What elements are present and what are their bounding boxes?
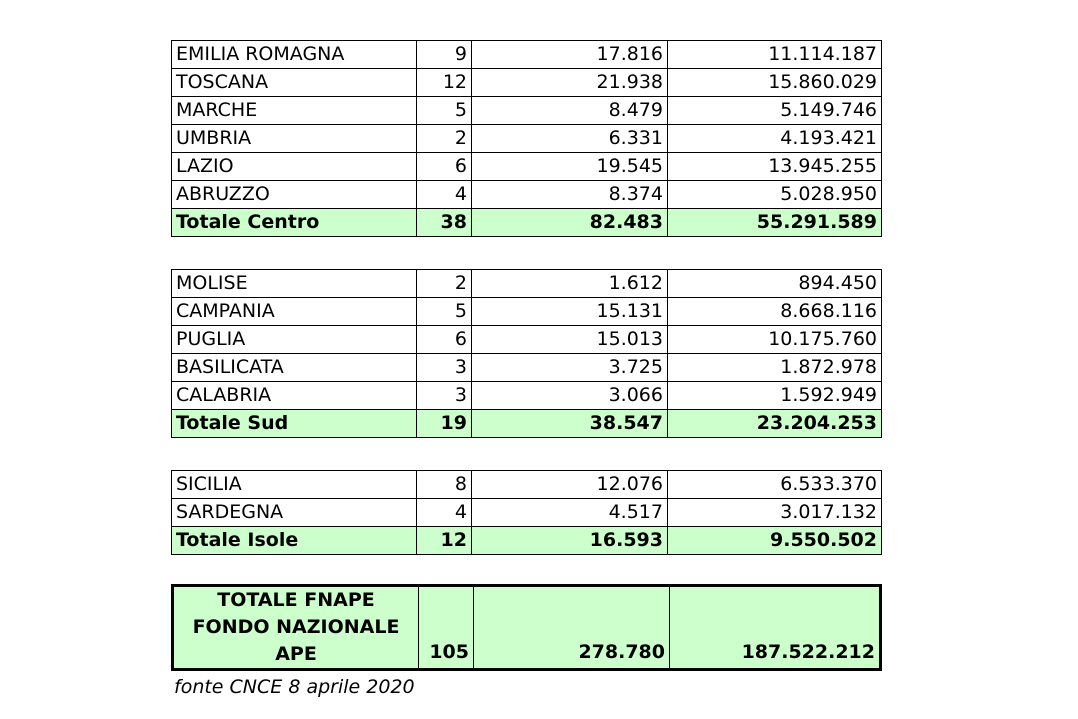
table-row bbox=[172, 181, 882, 209]
value2-cell: 55.291.589 bbox=[668, 209, 882, 237]
region-cell: UMBRIA bbox=[172, 125, 417, 153]
value2-cell: 11.114.187 bbox=[668, 41, 882, 69]
value1-cell: 3.725 bbox=[472, 354, 668, 382]
value1-cell: 4.517 bbox=[472, 499, 668, 527]
grand-total-count-cell bbox=[419, 586, 474, 670]
value1-cell: 15.131 bbox=[472, 298, 668, 326]
count-cell: 4 bbox=[417, 181, 472, 209]
value2-cell: 4.193.421 bbox=[668, 125, 882, 153]
region-cell: LAZIO bbox=[172, 153, 417, 181]
count-cell: 6 bbox=[417, 326, 472, 354]
region-cell: Totale Isole bbox=[172, 527, 417, 555]
table-row bbox=[172, 298, 882, 326]
value2-cell: 8.668.116 bbox=[668, 298, 882, 326]
value2-cell: 10.175.760 bbox=[668, 326, 882, 354]
region-cell: ABRUZZO bbox=[172, 181, 417, 209]
count-cell: 3 bbox=[417, 382, 472, 410]
grand-total-value2-cell bbox=[670, 586, 881, 670]
total-row bbox=[172, 410, 882, 438]
region-cell: CAMPANIA bbox=[172, 298, 417, 326]
value1-cell: 12.076 bbox=[472, 471, 668, 499]
source-note: fonte CNCE 8 aprile 2020 bbox=[174, 676, 415, 698]
count-cell: 6 bbox=[417, 153, 472, 181]
value2-cell: 13.945.255 bbox=[668, 153, 882, 181]
value2-cell: 5.028.950 bbox=[668, 181, 882, 209]
table-row bbox=[172, 354, 882, 382]
value1-cell: 17.816 bbox=[472, 41, 668, 69]
grand-total-row bbox=[173, 586, 881, 670]
value2-cell: 9.550.502 bbox=[668, 527, 882, 555]
value2-cell: 5.149.746 bbox=[668, 97, 882, 125]
region-cell: MARCHE bbox=[172, 97, 417, 125]
table-row bbox=[172, 471, 882, 499]
grand-total-count: 105 bbox=[429, 641, 469, 663]
region-cell: MOLISE bbox=[172, 270, 417, 298]
table-row bbox=[172, 326, 882, 354]
region-cell: SICILIA bbox=[172, 471, 417, 499]
table-centro bbox=[171, 40, 882, 237]
value1-cell: 38.547 bbox=[472, 410, 668, 438]
value1-cell: 1.612 bbox=[472, 270, 668, 298]
value2-cell: 23.204.253 bbox=[668, 410, 882, 438]
count-cell: 2 bbox=[417, 270, 472, 298]
value2-cell: 894.450 bbox=[668, 270, 882, 298]
count-cell: 8 bbox=[417, 471, 472, 499]
grand-total-label-line2: FONDO NAZIONALE APE bbox=[192, 616, 400, 665]
value1-cell: 6.331 bbox=[472, 125, 668, 153]
value2-cell: 1.592.949 bbox=[668, 382, 882, 410]
table-row bbox=[172, 153, 882, 181]
value2-cell: 3.017.132 bbox=[668, 499, 882, 527]
region-cell: PUGLIA bbox=[172, 326, 417, 354]
value1-cell: 82.483 bbox=[472, 209, 668, 237]
value2-cell: 15.860.029 bbox=[668, 69, 882, 97]
region-cell: SARDEGNA bbox=[172, 499, 417, 527]
region-cell: TOSCANA bbox=[172, 69, 417, 97]
value1-cell: 21.938 bbox=[472, 69, 668, 97]
count-cell: 2 bbox=[417, 125, 472, 153]
count-cell: 12 bbox=[417, 69, 472, 97]
region-cell: Totale Centro bbox=[172, 209, 417, 237]
table-totale-fnape bbox=[171, 584, 882, 671]
value2-cell: 1.872.978 bbox=[668, 354, 882, 382]
table-row bbox=[172, 125, 882, 153]
count-cell: 3 bbox=[417, 354, 472, 382]
value1-cell: 8.374 bbox=[472, 181, 668, 209]
count-cell: 9 bbox=[417, 41, 472, 69]
value1-cell: 8.479 bbox=[472, 97, 668, 125]
region-cell: Totale Sud bbox=[172, 410, 417, 438]
grand-total-label-line1: TOTALE FNAPE bbox=[217, 589, 375, 611]
table-row bbox=[172, 270, 882, 298]
table-isole bbox=[171, 470, 882, 555]
value1-cell: 16.593 bbox=[472, 527, 668, 555]
grand-total-value1-cell bbox=[474, 586, 670, 670]
table-row bbox=[172, 69, 882, 97]
value1-cell: 3.066 bbox=[472, 382, 668, 410]
value1-cell: 19.545 bbox=[472, 153, 668, 181]
grand-total-value2: 187.522.212 bbox=[741, 641, 875, 663]
region-cell: CALABRIA bbox=[172, 382, 417, 410]
total-row bbox=[172, 527, 882, 555]
region-cell: BASILICATA bbox=[172, 354, 417, 382]
count-cell: 4 bbox=[417, 499, 472, 527]
table-row bbox=[172, 41, 882, 69]
value2-cell: 6.533.370 bbox=[668, 471, 882, 499]
table-row bbox=[172, 499, 882, 527]
count-cell: 12 bbox=[417, 527, 472, 555]
region-cell: EMILIA ROMAGNA bbox=[172, 41, 417, 69]
total-row bbox=[172, 209, 882, 237]
table-row bbox=[172, 382, 882, 410]
count-cell: 5 bbox=[417, 298, 472, 326]
count-cell: 5 bbox=[417, 97, 472, 125]
grand-total-label bbox=[173, 586, 419, 670]
value1-cell: 15.013 bbox=[472, 326, 668, 354]
grand-total-value1: 278.780 bbox=[578, 641, 665, 663]
table-row bbox=[172, 97, 882, 125]
count-cell: 19 bbox=[417, 410, 472, 438]
count-cell: 38 bbox=[417, 209, 472, 237]
table-sud bbox=[171, 269, 882, 438]
